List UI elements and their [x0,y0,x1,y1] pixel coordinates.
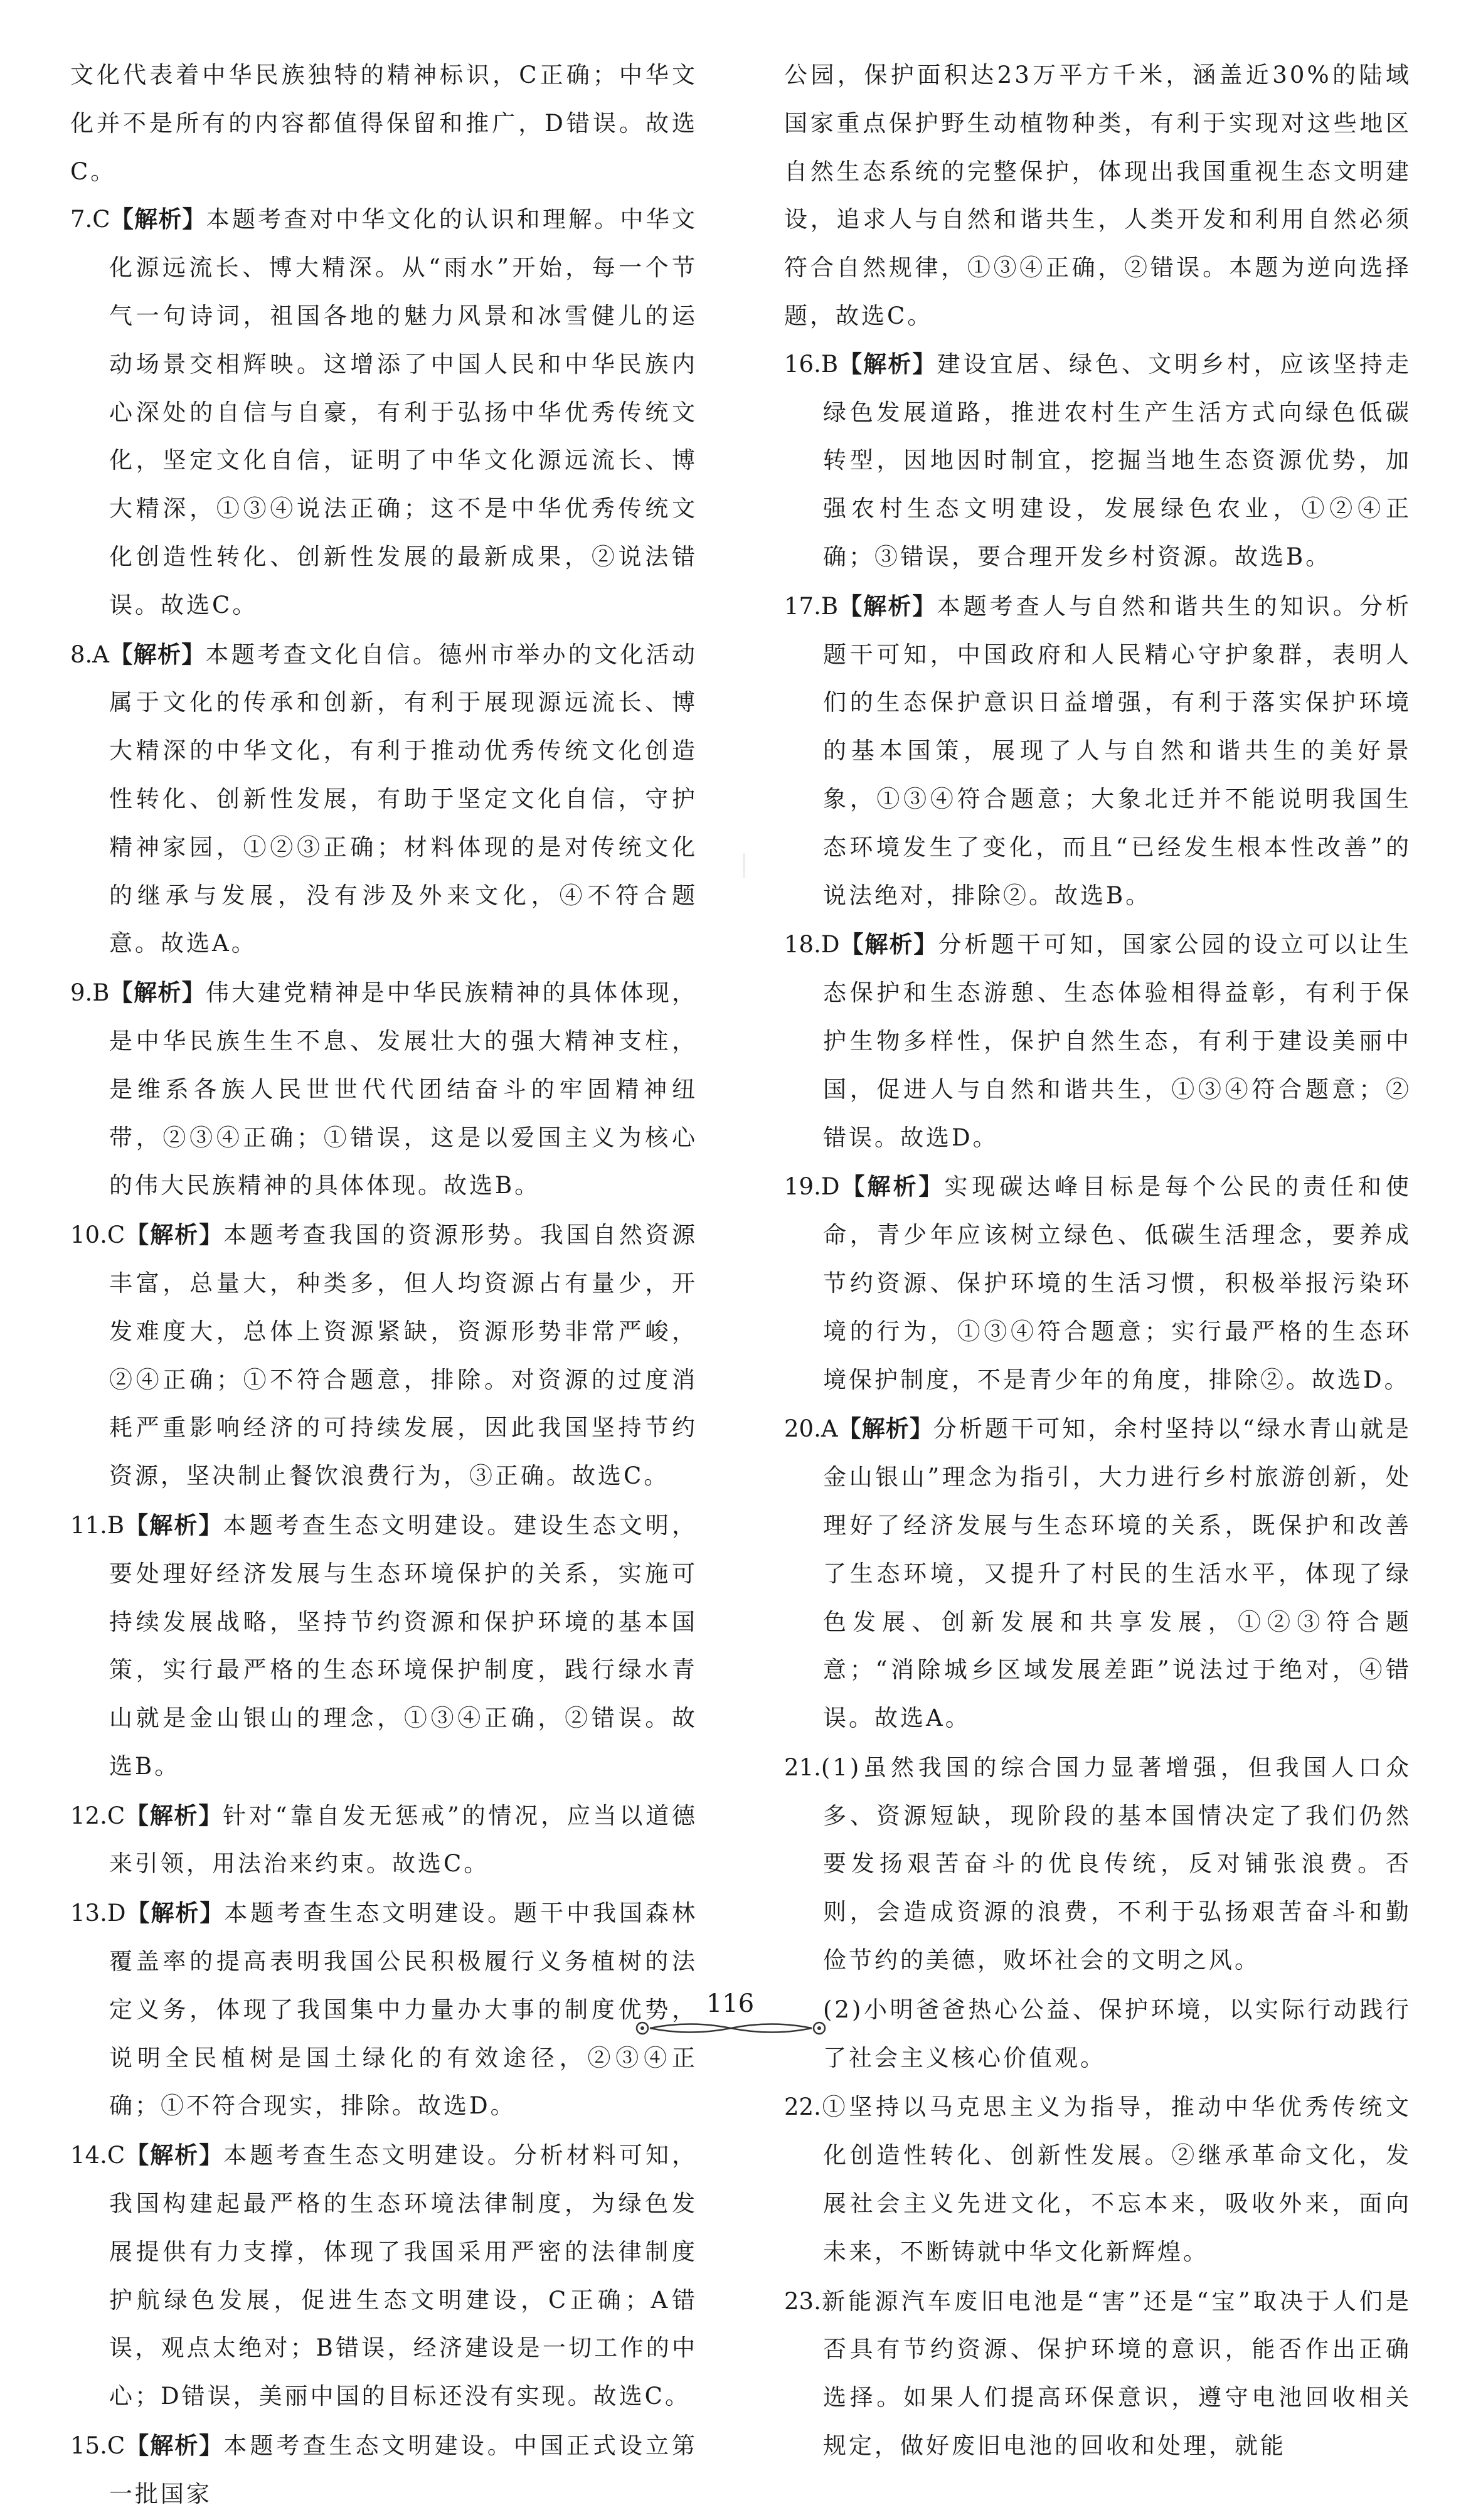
analysis-tag: 【解析】 [839,1173,945,1201]
continued-text [784,51,1411,341]
answer-number: 13.D [70,1900,126,1927]
answer-text: 伟大建党精神是中华民族精神的具体体现，是中华民族生生不息、发展壮大的强大精神支柱，是维系各族人民世世代代团结奋斗的牢固精神纽带，②③④正确；①错误，这是以爱国主义为核心的伟大民族精神的具体体现。故选B。 [109,979,698,1199]
answer-text: 本题考查对中华文化的认识和理解。中华文化源远流长、博大精深。从“雨水”开始，每一个节气一句诗词，祖国各地的魅力风景和冰雪健儿的运动场景交相辉映。这增添了中国人民和中华民族内心深处的自信与自豪，有利于弘扬中华优秀传统文化，坚定文化自信，证明了中华文化源远流长、博大精深，①③④说法正确；这不是中华优秀传统文化创造性转化、创新性发展的最新成果，②说法错误。故选C。 [109,206,698,619]
answer-text: 实现碳达峰目标是每个公民的责任和使命，青少年应该树立绿色、低碳生活理念，要养成节约资源、保护环境的生活习惯，积极举报污染环境的行为，①③④符合题意；实行最严格的生态环境保护制度，不是青少年的角度，排除②。故选D。 [823,1173,1412,1393]
continued-text [70,51,698,196]
answer-item [784,921,1411,1162]
analysis-tag: 【解析】 [110,206,206,233]
answer-text: (1)虽然我国的综合国力显著增强，但我国人口众多、资源短缺，现阶段的基本国情决定了我们仍然要发扬艰苦奋斗的优良传统，反对铺张浪费。否则，会造成资源的浪费，不利于弘扬艰苦奋斗和勤俭节约的美德，败坏社会的文明之风。 [821,1753,1411,1974]
answer-item [784,1405,1411,1743]
answer-number: 23. [784,2287,821,2315]
answer-item [784,2278,1411,2470]
answer-number: 17.B [784,592,839,620]
answer-number: 19.D [784,1173,840,1201]
answer-item [784,583,1411,920]
answer-text: 分析题干可知，余村坚持以“绿水青山就是金山银山”理念为指引，大力进行乡村旅游创新，处理好了经济发展与生态环境的关系，既保护和改善了生态环境，又提升了村民的生活水平，体现了绿色发展、创新发展和共享发展，①②③符合题意；“消除城乡区域发展差距”说法过于绝对，④错误。故选A。 [823,1415,1412,1732]
left-column [70,51,698,2520]
answer-item [70,1502,698,1791]
answer-item [784,341,1411,582]
column-gutter-mark [743,853,745,878]
answer-text: ①坚持以马克思主义为指导，推动中华优秀传统文化创造性转化、创新性发展。②继承革命文化，发展社会主义先进文化，不忘本来，吸收外来，面向未来，不断铸就中华文化新辉煌。 [821,2093,1411,2265]
answer-item [70,1792,698,1889]
answer-number: 14.C [70,2142,125,2169]
answer-number: 15.C [70,2432,125,2460]
right-column [784,51,1411,2472]
answer-number: 8.A [70,641,110,668]
answer-text: 针对“靠自发无惩戒”的情况，应当以道德来引领，用法治来约束。故选C。 [109,1802,698,1878]
answer-text: 本题考查生态文明建设。题干中我国森林覆盖率的提高表明我国公民积极履行义务植树的法定义务，体现了我国集中力量办大事的制度优势，说明全民植树是国土绿化的有效途径，②③④正确；①不符合现实，排除。故选D。 [109,1900,698,2120]
answer-text: 新能源汽车废旧电池是“害”还是“宝”取决于人们是否具有节约资源、保护环境的意识，能否作出正确选择。如果人们提高环保意识，遵守电池回收相关规定，做好废旧电池的回收和处理，就能 [821,2287,1411,2460]
answer-number: 20.A [784,1415,838,1443]
analysis-tag: 【解析】 [125,1221,224,1249]
answer-item [784,1163,1411,1404]
analysis-tag: 【解析】 [124,1511,223,1539]
answer-number: 22. [784,2093,821,2121]
sub-answer [784,1986,1411,2083]
analysis-tag: 【解析】 [125,2432,224,2460]
answer-text: 本题考查生态文明建设。建设生态文明，要处理好经济发展与生态环境保护的关系，实施可持续发展战略，坚持节约资源和保护环境的基本国策，实行最严格的生态环境保护制度，践行绿水青山就是金山银山的理念，①③④正确，②错误。故选B。 [109,1511,698,1780]
answer-item [70,969,698,1210]
answer-item [70,1890,698,2130]
answer-number: 10.C [70,1221,125,1249]
analysis-tag: 【解析】 [125,1802,223,1829]
page-number: 116 [706,1989,755,2018]
answer-item [70,2422,698,2519]
answer-number: 11.B [70,1511,125,1539]
answer-number: 9.B [70,979,110,1007]
answer-item [784,2083,1411,2276]
analysis-tag: 【解析】 [125,1900,225,1927]
answer-item [70,1211,698,1501]
answer-number: 16.B [784,350,839,378]
answer-text: 本题考查生态文明建设。分析材料可知，我国构建起最严格的生态环境法律制度，为绿色发展提供有力支撑，体现了我国采用严密的法律制度护航绿色发展，促进生态文明建设，C正确；A错误，观点太绝对；B错误，经济建设是一切工作的中心；D错误，美丽中国的目标还没有实现。故选C。 [109,2142,698,2410]
answer-text: 本题考查人与自然和谐共生的知识。分析题干可知，中国政府和人民精心守护象群，表明人们的生态保护意识日益增强，有利于落实保护环境的基本国策，展现了人与自然和谐共生的美好景象，①③④符合题意；大象北迁并不能说明我国生态环境发生了变化，而且“已经发生根本性改善”的说法绝对，排除②。故选B。 [823,592,1412,909]
answer-text: 建设宜居、绿色、文明乡村，应该坚持走绿色发展道路，推进农村生产生活方式向绿色低碳转型，因地因时制宜，挖掘当地生态资源优势，加强农村生态文明建设，发展绿色农业，①②④正确；③错误，要合理开发乡村资源。故选B。 [823,350,1412,570]
analysis-tag: 【解析】 [839,931,938,959]
analysis-tag: 【解析】 [125,2142,224,2169]
analysis-tag: 【解析】 [838,350,937,378]
answer-item [70,2132,698,2421]
analysis-tag: 【解析】 [838,592,937,620]
answer-number: 21. [784,1753,821,1781]
answer-item [70,196,698,629]
analysis-tag: 【解析】 [109,979,206,1007]
answer-item [70,631,698,969]
answer-item [784,1744,1411,1985]
analysis-tag: 【解析】 [109,641,206,668]
analysis-tag: 【解析】 [837,1415,933,1443]
answer-text: 本题考查文化自信。德州市举办的文化活动属于文化的传承和创新，有利于展现源远流长、博大精深的中华文化，有利于推动优秀传统文化创造性转化、创新性发展，有助于坚定文化自信，守护精神家园，①②③正确；材料体现的是对传统文化的继承与发展，没有涉及外来文化，④不符合题意。故选A。 [109,641,698,957]
answer-text: 公园，保护面积达23万平方千米，涵盖近30%的陆域国家重点保护野生动植物种类，有利于实现对这些地区自然生态系统的完整保护，体现出我国重视生态文明建设，追求人与自然和谐共生，人类开发和利用自然必须符合自然规律，①③④正确，②错误。本题为逆向选择题，故选C。 [784,61,1411,329]
answer-number: 18.D [784,931,840,959]
answer-text: 分析题干可知，国家公园的设立可以让生态保护和生态游憩、生态体验相得益彰，有利于保护生物多样性，保护自然生态，有利于建设美丽中国，促进人与自然和谐共生，①③④符合题意；②错误。故选D。 [823,931,1412,1151]
answer-text: 本题考查生态文明建设。中国正式设立第一批国家 [109,2432,698,2507]
answer-number: 7.C [70,206,110,233]
answer-text: 文化代表着中华民族独特的精神标识，C正确；中华文化并不是所有的内容都值得保留和推广，D错误。故选C。 [70,61,698,185]
answer-text: (2)小明爸爸热心公益、保护环境，以实际行动践行了社会主义核心价值观。 [823,1996,1411,2071]
page-number-ornament [634,2019,828,2038]
answer-number: 12.C [70,1802,125,1829]
answer-text: 本题考查我国的资源形势。我国自然资源丰富，总量大，种类多，但人均资源占有量少，开发难度大，总体上资源紧缺，资源形势非常严峻，②④正确；①不符合题意，排除。对资源的过度消耗严重影响经济的可持续发展，因此我国坚持节约资源，坚决制止餐饮浪费行为，③正确。故选C。 [109,1221,698,1490]
